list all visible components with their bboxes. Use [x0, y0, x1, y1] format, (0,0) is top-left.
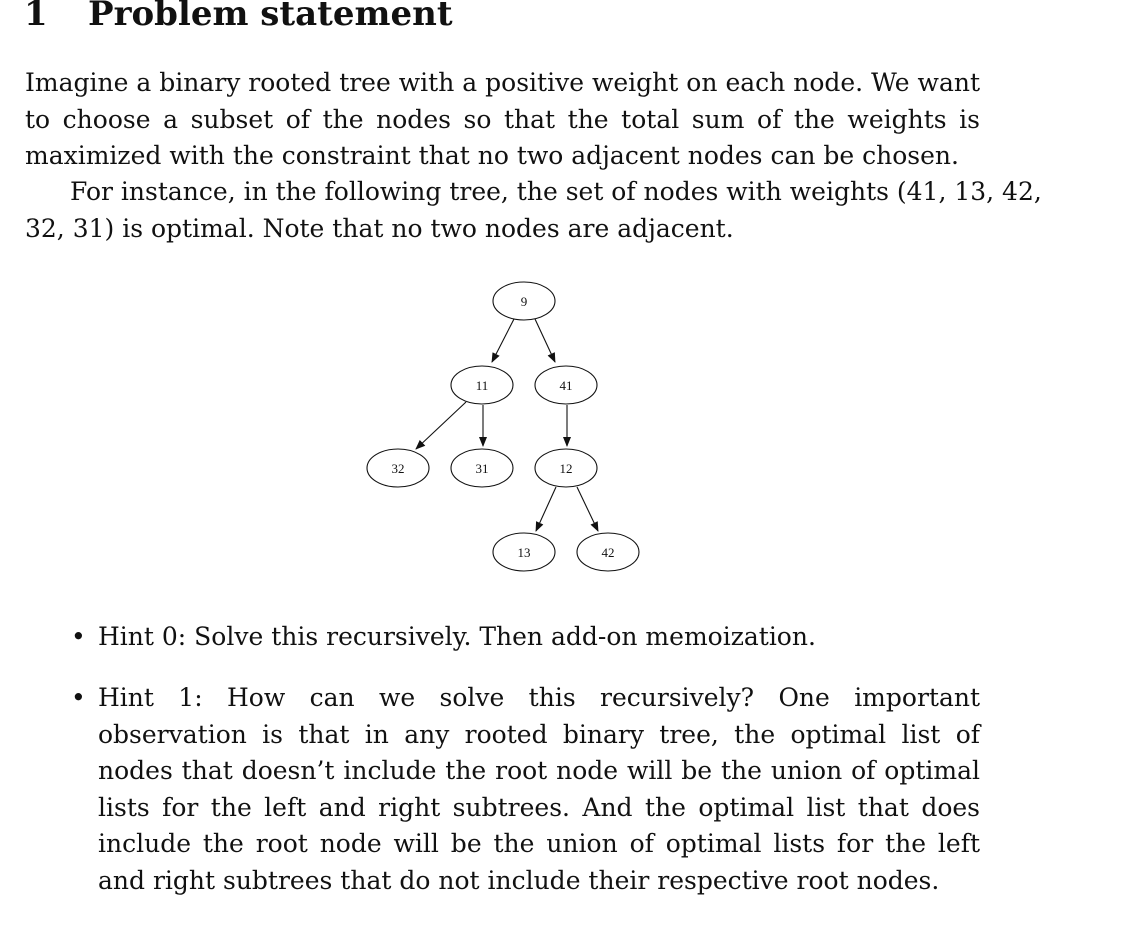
example-paragraph: For instance, in the following tree, the set of nodes with weights (41, 13, 42, 32, 31) is optimal. Note that no two nodes are adjacent.	[25, 177, 1042, 243]
tree-node-31	[451, 449, 513, 487]
tree-node-32	[367, 449, 429, 487]
tree-node-12	[535, 449, 597, 487]
hint-text: Hint 0: Solve this recursively. Then add-on memoization.	[98, 622, 816, 651]
tree-node-13	[493, 533, 555, 571]
tree-edge-12-42	[577, 487, 598, 531]
bullet-marker: •	[71, 683, 86, 712]
tree-node-41	[535, 366, 597, 404]
tree-node-label: 13	[517, 545, 531, 560]
tree-node-label: 32	[391, 461, 405, 476]
hint-item	[71, 619, 980, 656]
tree-edge-9-41	[535, 319, 555, 362]
tree-node-label: 12	[559, 461, 573, 476]
section-number: 1	[24, 0, 48, 34]
intro-paragraph: Imagine a binary rooted tree with a positive weight on each node. We want to choose a subset of the nodes so that the total sum of the weights is maximized with the constraint that no two adjacent nodes can be chosen.	[25, 68, 980, 170]
hint-item	[71, 680, 980, 899]
tree-node-root	[493, 282, 555, 320]
tree-node-label: 11	[475, 378, 489, 393]
tree-edge-12-13	[536, 487, 556, 531]
tree-edge-11-32	[416, 402, 466, 449]
tree-node-label: 31	[475, 461, 489, 476]
tree-node-label: 42	[601, 545, 615, 560]
hint-text: Hint 1: How can we solve this recursively? One important observation is that in any rooted binary tree, the optimal list of nodes that doesn’t include the root node will be the union of optimal lists for the left and right subtrees. And the optimal list that does include the root node will be the union of optimal lists for the left and right subtrees that do not include their respective root nodes.	[98, 683, 980, 895]
tree-node-42	[577, 533, 639, 571]
tree-edge-9-11	[492, 319, 514, 362]
bullet-marker: •	[71, 622, 86, 651]
section-title: Problem statement	[88, 0, 453, 34]
tree-node-label: 41	[559, 378, 573, 393]
tree-node-label: 9	[520, 294, 528, 309]
tree-node-11	[451, 366, 513, 404]
